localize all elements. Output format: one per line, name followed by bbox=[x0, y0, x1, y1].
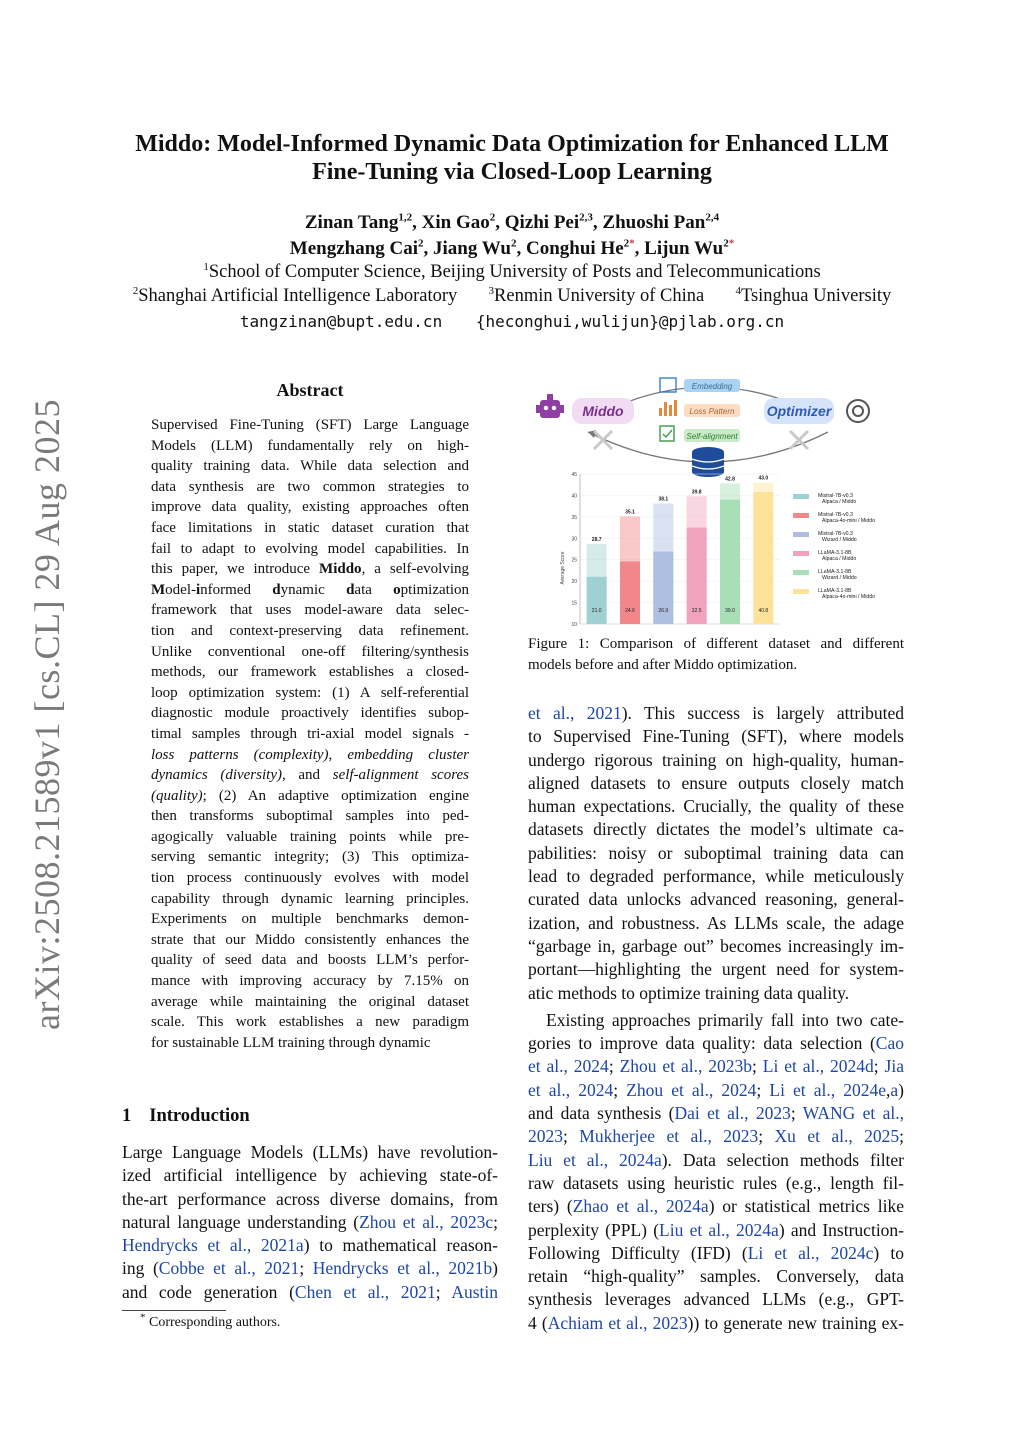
legend-data: Alpaca-4o-mini / Middo bbox=[822, 594, 876, 600]
body-line: Liu et al., 2024a). Data selection methods filter bbox=[528, 1149, 905, 1170]
footnote-rule bbox=[122, 1310, 226, 1311]
abstract-line: Models (LLM) fundamentally rely on high- bbox=[151, 437, 469, 454]
introduction-body-right bbox=[528, 702, 904, 1335]
y-tick-label: 30 bbox=[571, 536, 577, 543]
affil-number: 3 bbox=[488, 284, 495, 297]
database-icon bbox=[692, 447, 724, 477]
affil-text: Tsinghua University bbox=[740, 286, 892, 306]
data-label-after: 38.1 bbox=[658, 496, 669, 503]
abstract-line: improve data quality, existing approaches often bbox=[151, 499, 469, 516]
paper-title bbox=[100, 130, 924, 186]
legend-swatch bbox=[793, 570, 809, 575]
abstract-line: serving semantic integrity; (3) This optimiza- bbox=[151, 849, 469, 866]
section-heading-introduction bbox=[122, 1106, 250, 1127]
abstract-line: then transforms suboptimal samples into ped- bbox=[151, 808, 469, 825]
author-name: Xin Gao bbox=[421, 212, 490, 233]
footnote-mark: * bbox=[140, 1311, 146, 1324]
bar-before-middo bbox=[620, 561, 640, 624]
bar-before-middo bbox=[587, 577, 607, 624]
author-name: Conghui He bbox=[526, 238, 624, 259]
abstract-line: average while maintaining the original dataset bbox=[151, 993, 469, 1010]
legend-swatch bbox=[793, 532, 809, 537]
body-line: Large Language Models (LLMs) have revolution- bbox=[122, 1142, 498, 1162]
body-line: and data synthesis (Dai et al., 2023; WANG et al., bbox=[528, 1103, 904, 1124]
signal-loss-label: Loss Pattern bbox=[689, 407, 735, 416]
body-line: perplexity (PPL) (Liu et al., 2024a) and Instruction- bbox=[528, 1219, 905, 1240]
abstract-line: fail to adapt to evolving model capabilities. In bbox=[151, 540, 469, 557]
data-label-before: 24.6 bbox=[625, 608, 635, 614]
author-affil-mark: 2,4 bbox=[705, 211, 720, 224]
body-line: pabilities: noisy or suboptimal training data can bbox=[528, 842, 904, 863]
author-line-1: Zinan Tang$^{1,2}$, Xin Gao$^2$, Qizhi Pei$^{2,3}$, Zhuoshi Pan$^{2,4}$ bbox=[304, 211, 720, 233]
body-line: natural language understanding (Zhou et al., 2023c; bbox=[122, 1211, 498, 1232]
data-label-after: 39.8 bbox=[691, 489, 702, 496]
affil-text: Renmin University of China bbox=[494, 286, 705, 306]
abstract-line: Experiments on multiple benchmarks demon- bbox=[151, 911, 469, 928]
title-line-2: Fine-Tuning via Closed-Loop Learning bbox=[312, 159, 712, 185]
section-number: 1 bbox=[122, 1106, 132, 1126]
section-title: Introduction bbox=[149, 1106, 250, 1126]
body-line: raw datasets using heuristic rules (e.g., length fil- bbox=[528, 1172, 904, 1193]
affil-text: School of Computer Science, Beijing University of Posts and Telecommunications bbox=[208, 262, 821, 282]
citation-link[interactable]: Hendrycks et al., 2021b bbox=[312, 1258, 493, 1279]
citation-link[interactable]: Dai et al., 2023 bbox=[674, 1103, 791, 1124]
legend-swatch bbox=[793, 513, 809, 518]
author-name: Zinan Tang bbox=[304, 212, 399, 233]
y-tick-label: 25 bbox=[571, 557, 577, 564]
body-line: aligned datasets to ensure outputs closely match bbox=[528, 772, 904, 793]
citation-link[interactable]: Liu et al., 2024a bbox=[659, 1219, 779, 1240]
legend-model: LLaMA-3.1-8B bbox=[818, 588, 852, 594]
y-tick-label: 35 bbox=[571, 514, 577, 521]
abstract-line: loop optimization system: (1) A self-referential bbox=[151, 684, 469, 701]
abstract-line: Supervised Fine-Tuning (SFT) Large Language bbox=[151, 417, 469, 433]
legend-data: Wizard / Middo bbox=[822, 575, 857, 581]
signal-self-alignment-label: Self-alignment bbox=[686, 432, 738, 441]
legend-model: Mistral-7B-v0.3 bbox=[818, 531, 853, 537]
signal-embedding-label: Embedding bbox=[691, 382, 733, 391]
legend-model: LLaMA-3.1-8B bbox=[818, 550, 852, 556]
body-line: Following Difficulty (IFD) (Li et al., 2024c) to bbox=[528, 1242, 904, 1263]
y-tick-label: 45 bbox=[571, 472, 577, 478]
abstract-line: tion process continuously evolves with model bbox=[151, 870, 469, 887]
footnote bbox=[140, 1311, 281, 1331]
body-line: ing (Cobbe et al., 2021; Hendrycks et al., 2021b) bbox=[122, 1258, 498, 1279]
legend-model: Mistral-7B-v0.3 bbox=[818, 493, 853, 499]
citation-link[interactable]: Cao bbox=[875, 1033, 904, 1054]
citation-link[interactable]: Li et al., 2024d bbox=[762, 1056, 874, 1077]
legend-swatch bbox=[793, 589, 809, 594]
affil-number: 1 bbox=[203, 260, 209, 273]
y-tick-label: 15 bbox=[571, 600, 577, 607]
author-affil-mark: 2 bbox=[418, 237, 424, 250]
citation-link[interactable]: Cobbe et al., 2021 bbox=[158, 1258, 300, 1279]
abstract-line: timal samples through tri-axial model signals - bbox=[151, 725, 469, 742]
body-line: the-art performance across diverse domains, from bbox=[122, 1188, 498, 1209]
abstract-line: framework that uses model-aware data selec- bbox=[151, 602, 469, 619]
citation-link[interactable]: et al., 2024 bbox=[528, 1079, 614, 1100]
body-line: atic methods to optimize training data quality. bbox=[528, 982, 850, 1003]
checklist-icon bbox=[660, 426, 674, 441]
abstract-line: loss patterns (complexity), embedding cluster bbox=[151, 746, 470, 763]
citation-link[interactable]: Xu et al., 2025 bbox=[774, 1126, 900, 1147]
abstract-line: strate that our Middo consistently enhances the bbox=[151, 931, 469, 948]
footnote-text: Corresponding authors. bbox=[149, 1315, 281, 1330]
abstract-line: mance with improving accuracy by 7.15% on bbox=[151, 973, 469, 990]
author-affil-mark: 2* bbox=[623, 237, 635, 250]
citation-link[interactable]: a bbox=[890, 1079, 899, 1100]
abstract-line: (quality); (2) An adaptive optimization engine bbox=[151, 787, 469, 804]
introduction-body bbox=[122, 1141, 498, 1304]
author-name: Jiang Wu bbox=[433, 238, 511, 259]
body-line: to Supervised Fine-Tuning (SFT), where models bbox=[528, 726, 904, 747]
citation-link[interactable]: et al., 2024 bbox=[528, 1056, 609, 1077]
data-label-after: 28.7 bbox=[591, 536, 602, 543]
body-line: et al., 2024; Zhou et al., 2024; Li et al., 2024e,a) bbox=[528, 1079, 904, 1100]
citation-link[interactable]: Jia bbox=[884, 1056, 904, 1077]
arxiv-identifier: arXiv:2508.21589v1 [cs.CL] 29 Aug 2025 bbox=[27, 399, 67, 1030]
legend-model: Mistral-7B-v0.3 bbox=[818, 512, 853, 518]
citation-link[interactable]: Zhou et al., 2023c bbox=[359, 1211, 494, 1232]
legend-data: Alpaca-4o-mini / Middo bbox=[822, 518, 876, 524]
email: {heconghui,wulijun}@pjlab.org.cn bbox=[475, 312, 785, 331]
abstract-line: Unlike conventional one-off filtering/synthesis bbox=[151, 643, 469, 660]
abstract-heading: Abstract bbox=[276, 380, 344, 400]
affil-text: Shanghai Artificial Intelligence Laboratory bbox=[138, 286, 458, 306]
y-tick-label: 10 bbox=[571, 622, 577, 628]
citation-link[interactable]: Zhou et al., 2023b bbox=[619, 1056, 752, 1077]
body-line: datasets directly dictates the model’s ultimate ca- bbox=[528, 819, 904, 840]
affil-number: 4 bbox=[735, 284, 741, 297]
data-label-before: 32.5 bbox=[691, 608, 702, 614]
author-affil-mark: 2 bbox=[511, 237, 517, 250]
data-label-after: 43.0 bbox=[758, 475, 769, 482]
data-label-before: 39.0 bbox=[725, 608, 735, 614]
figure-caption bbox=[528, 634, 904, 675]
citation-link[interactable]: Mukherjee et al., 2023 bbox=[579, 1126, 759, 1147]
affiliation-1 bbox=[60, 262, 964, 283]
abstract-body bbox=[151, 415, 469, 1053]
legend-data: Alpaca / Middo bbox=[822, 499, 857, 505]
author-affil-mark: 1,2 bbox=[398, 211, 413, 224]
citation-link[interactable]: Zhou et al., 2024 bbox=[626, 1079, 757, 1100]
legend-model: LLaMA-3.1-8B bbox=[818, 569, 852, 575]
middo-label: Middo bbox=[582, 403, 624, 419]
caption-line: Figure 1: Comparison of different dataset and different bbox=[528, 636, 904, 652]
abstract-line: methods, our framework establishes a closed- bbox=[151, 664, 469, 681]
author-name: Qizhi Pei bbox=[504, 212, 580, 233]
body-line: Hendrycks et al., 2021a) to mathematical reason- bbox=[122, 1235, 499, 1256]
citation-link[interactable]: Chen et al., 2021 bbox=[294, 1281, 436, 1302]
author-name: Mengzhang Cai bbox=[289, 238, 419, 259]
citation-link[interactable]: Zhao et al., 2024a bbox=[572, 1196, 709, 1217]
citation-link[interactable]: WANG et al., bbox=[802, 1103, 904, 1124]
tools-icon bbox=[790, 431, 808, 449]
body-line: gories to improve data quality: data selection (Cao bbox=[528, 1033, 904, 1054]
bar-before-middo bbox=[720, 500, 740, 624]
bar-before-middo bbox=[753, 492, 773, 624]
body-line: 4 (Achiam et al., 2023)) to generate new training ex- bbox=[528, 1312, 904, 1333]
body-line: and code generation (Chen et al., 2021; Austin bbox=[122, 1281, 499, 1302]
bar-chart-icon bbox=[659, 400, 677, 416]
y-tick-label: 20 bbox=[571, 579, 577, 586]
y-axis-label: Average Score bbox=[560, 551, 566, 585]
author-affil-mark: 2* bbox=[723, 237, 735, 250]
affiliation-2-4 bbox=[60, 286, 964, 307]
email: tangzinan@bupt.edu.cn bbox=[239, 312, 443, 331]
citation-link[interactable]: Liu et al., 2024a bbox=[528, 1149, 662, 1170]
body-line: ization, and robustness. As LLMs scale, the adage bbox=[528, 912, 904, 933]
tools-icon bbox=[594, 431, 612, 449]
legend-data: Wizard / Middo bbox=[822, 537, 857, 543]
figure-1 bbox=[528, 372, 904, 630]
legend-data: Alpaca / Middo bbox=[822, 556, 857, 562]
abstract-line: scale. This work establishes a new paradigm bbox=[151, 1014, 469, 1031]
abstract-line: agogically valuable training points while pre- bbox=[151, 828, 469, 845]
abstract-line: tion and context-preserving data refinement. bbox=[151, 622, 469, 639]
data-label-before: 26.9 bbox=[658, 608, 669, 614]
body-line: 2023; Mukherjee et al., 2023; Xu et al., 2025; bbox=[528, 1126, 904, 1147]
author-emails bbox=[60, 312, 964, 331]
abstract-line: for sustainable LLM training through dynamic bbox=[151, 1034, 431, 1051]
abstract-line: this paper, we introduce Middo, a self-evolving bbox=[151, 561, 469, 578]
body-line: et al., 2021). This success is largely attributed bbox=[528, 703, 904, 723]
author-affil-mark: 2,3 bbox=[579, 211, 593, 224]
bar-chart bbox=[560, 472, 875, 628]
robot-icon bbox=[536, 394, 564, 418]
author-name: Lijun Wu bbox=[644, 238, 724, 259]
y-tick-label: 40 bbox=[571, 493, 577, 500]
abstract-line: quality of seed data and boosts LLM’s perfor- bbox=[151, 952, 469, 969]
abstract-line: Model-informed dynamic data optimization bbox=[151, 581, 469, 598]
author-line-2: Mengzhang Cai$^2$, Jiang Wu$^2$, Conghui $He^{2*}$, Lijun $Wu^{2*}$ bbox=[289, 237, 735, 259]
abstract-line: dynamics (diversity), and self-alignment scores bbox=[151, 767, 469, 784]
body-line: et al., 2024; Zhou et al., 2023b; Li et al., 2024d; Jia bbox=[528, 1056, 904, 1077]
abstract-line: quality training data. While data selection and bbox=[151, 458, 469, 475]
corresponding-mark: * bbox=[728, 237, 735, 250]
body-line: Existing approaches primarily fall into two cate- bbox=[546, 1009, 904, 1030]
abstract-line: capability through dynamic learning principles. bbox=[151, 890, 469, 907]
body-line: retain “high-quality” samples. Conversely, data bbox=[528, 1266, 904, 1287]
legend-swatch bbox=[793, 494, 809, 499]
title-line-1: Middo: Model-Informed Dynamic Data Optimization for Enhanced LLM bbox=[135, 131, 889, 157]
citation-link[interactable]: Achiam et al., 2023 bbox=[547, 1312, 688, 1333]
caption-line: models before and after Middo optimization. bbox=[528, 656, 798, 673]
corresponding-mark: * bbox=[629, 237, 635, 250]
author-name: Zhuoshi Pan bbox=[602, 212, 706, 233]
legend-swatch bbox=[793, 551, 809, 556]
abstract-line: data synthesis are two common strategies to bbox=[151, 478, 469, 495]
body-line: synthesis leverages advanced LLMs (e.g., GPT- bbox=[528, 1289, 904, 1310]
method-name: Middo bbox=[319, 561, 362, 578]
body-line: ized artificial intelligence by achieving state-of- bbox=[122, 1165, 498, 1186]
openai-logo-icon bbox=[847, 400, 869, 422]
citation-link[interactable]: Li et al., 2024c bbox=[747, 1242, 874, 1263]
affil-number: 2 bbox=[132, 284, 139, 297]
body-line: portant—highlighting the urgent need for system- bbox=[528, 959, 904, 980]
body-line: curated data unlocks advanced reasoning, general- bbox=[528, 889, 904, 910]
optimizer-label: Optimizer bbox=[766, 403, 832, 419]
data-label-after: 35.1 bbox=[625, 509, 635, 516]
abstract-line: diagnostic module proactively identifies subop- bbox=[151, 705, 469, 722]
citation-link[interactable]: 2023 bbox=[528, 1126, 563, 1147]
data-label-after: 42.8 bbox=[725, 476, 735, 483]
citation-link[interactable]: Li et al., 2024e bbox=[769, 1079, 887, 1100]
abstract-line: face limitations in static dataset curation that bbox=[151, 519, 469, 536]
body-line: human expectations. Crucially, the quality of these bbox=[528, 796, 904, 817]
author-affil-mark: 2 bbox=[489, 211, 496, 224]
citation-link[interactable]: Hendrycks et al., 2021a bbox=[122, 1235, 304, 1256]
body-line: undergo rigorous training on high-quality, human- bbox=[528, 749, 904, 770]
citation-link[interactable]: Austin bbox=[451, 1281, 499, 1302]
body-line: ters) (Zhao et al., 2024a) or statistical metrics like bbox=[528, 1196, 904, 1217]
data-label-before: 40.8 bbox=[758, 608, 769, 614]
citation-link[interactable]: et al., 2021 bbox=[528, 703, 622, 723]
body-line: lead to degraded performance, while meticulously bbox=[528, 866, 904, 887]
body-line: “garbage in, garbage out” becomes increasingly im- bbox=[528, 935, 904, 956]
data-label-before: 21.0 bbox=[591, 608, 602, 614]
